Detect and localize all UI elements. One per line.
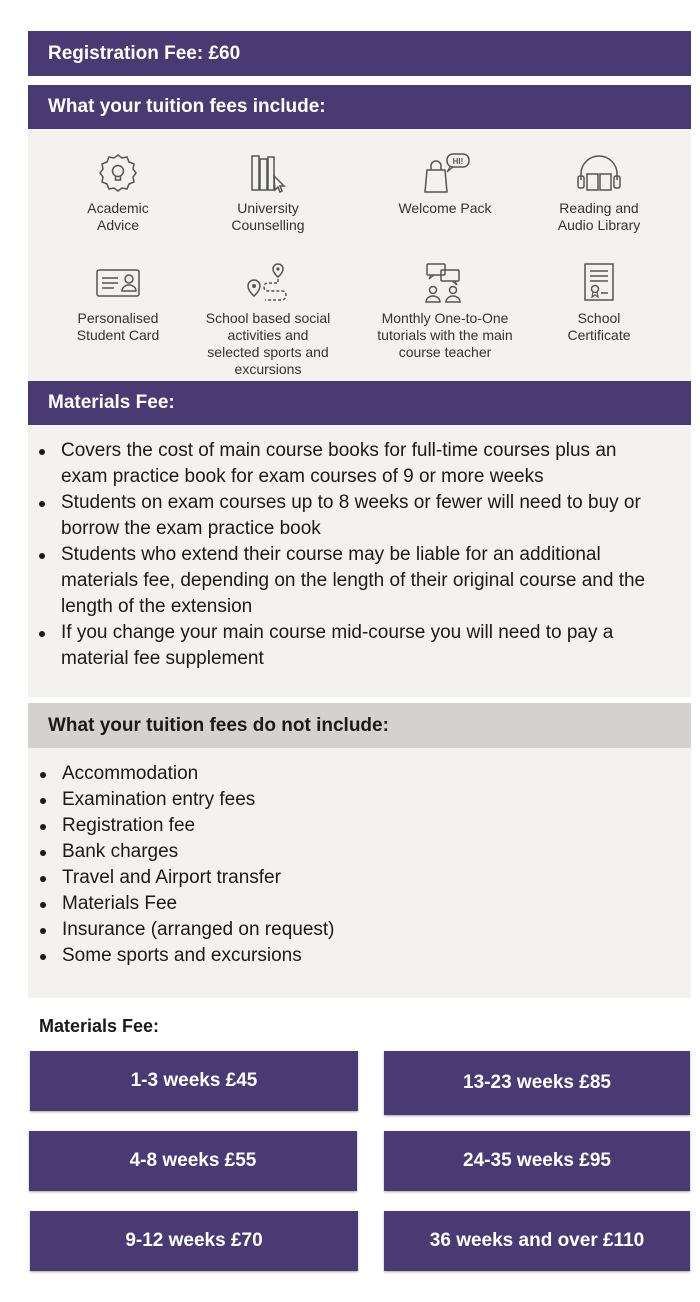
list-item: Some sports and excursions [29,943,629,969]
registration-fee-text: Registration Fee: £60 [48,42,241,64]
list-item: Bank charges [29,839,629,865]
include-label: Welcome Pack [398,200,492,216]
certificate-icon [575,262,623,306]
fee-4-8-weeks [29,1131,357,1191]
list-item: Students who extend their course may be liable for an additional materials fee, depending on the length of their original course and the length of the extension [28,542,668,620]
include-item-student-card [68,262,168,344]
fee-13-23-weeks [384,1051,690,1115]
id-card-icon [94,262,142,306]
fee-label: 9-12 weeks £70 [125,1230,263,1251]
materials-title: Materials Fee: [48,392,175,413]
list-item: Materials Fee [29,891,629,917]
fee-label: 1-3 weeks £45 [130,1070,258,1091]
include-item-school-certificate [548,262,650,344]
fee-label: 4-8 weeks £55 [129,1150,257,1171]
list-item: Accommodation [29,761,629,787]
excludes-header [28,703,691,748]
includes-header [28,85,691,129]
list-item: Registration fee [29,813,629,839]
include-item-social-activities [200,262,336,378]
books-cursor-icon [244,152,292,196]
include-item-reading-audio-library [548,152,650,234]
include-label: Reading and Audio Library [557,200,641,233]
include-item-university-counselling [218,152,318,234]
route-pin-icon [244,262,292,306]
excludes-panel [28,748,691,998]
materials-header [28,381,691,425]
registration-fee-header [28,31,691,76]
excludes-title: What your tuition fees do not include: [48,714,389,736]
fee-9-12-weeks [30,1211,358,1271]
list-item: Travel and Airport transfer [29,865,629,891]
fee-label: 36 weeks and over £110 [429,1230,645,1251]
fee-label: 13-23 weeks £85 [463,1072,611,1093]
materials-panel [28,425,691,697]
fee-36-weeks-and-over [384,1211,690,1271]
include-label: Academic Advice [87,200,149,233]
lightbulb-badge-icon [96,152,140,196]
headphones-book-icon [575,152,623,196]
include-label: School Certificate [567,310,631,343]
list-item: Students on exam courses up to 8 weeks or fewer will need to buy or borrow the exam practice book [28,490,668,542]
svg-text:HI!: HI! [452,157,464,166]
include-label: Monthly One-to-One tutorials with the main course teacher [377,310,513,360]
include-label: Personalised Student Card [76,310,160,343]
include-item-monthly-tutorials [371,262,519,361]
include-label: University Counselling [231,200,305,233]
list-item: If you change your main course mid-course you will need to pay a material fee supplement [28,620,668,672]
fees-title: Materials Fee: [39,1016,160,1036]
fee-1-3-weeks [30,1051,358,1111]
list-item: Insurance (arranged on request) [29,917,629,943]
chat-people-icon [421,262,469,306]
welcome-bag-icon [417,152,473,196]
includes-title: What your tuition fees include: [48,96,326,117]
fee-label: 24-35 weeks £95 [463,1150,611,1171]
excludes-list [29,761,629,969]
include-item-welcome-pack [395,152,495,217]
list-item: Covers the cost of main course books for full-time courses plus an exam practice book for exam courses of 9 or more weeks [28,438,668,490]
include-label: School based social activities and selected sports and excursions [205,310,331,377]
includes-panel [28,129,691,381]
list-item: Examination entry fees [29,787,629,813]
include-item-academic-advice [68,152,168,234]
fee-24-35-weeks [384,1131,690,1191]
materials-list [28,438,668,672]
